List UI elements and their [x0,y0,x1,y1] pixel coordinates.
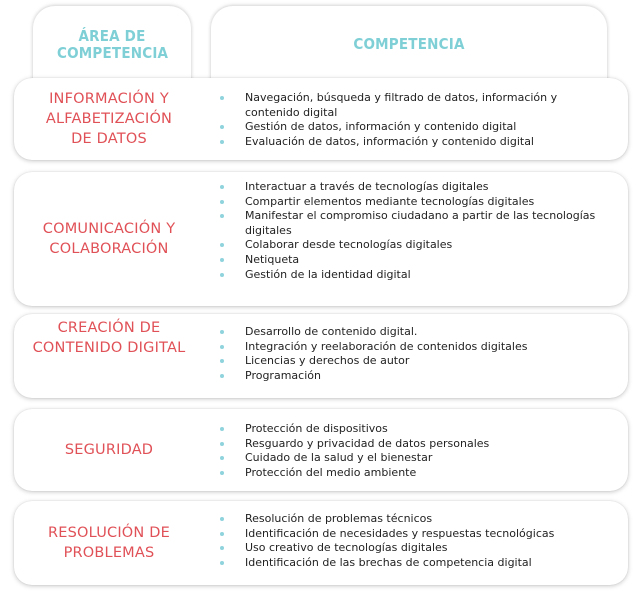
area-label: RESOLUCIÓN DE PROBLEMAS [47,525,171,561]
competency-list [219,91,614,149]
competency-list [219,180,614,282]
list-item: Cuidado de la salud y el bienestar [219,451,614,466]
list-item: Evaluación de datos, información y contenido digital [219,135,614,150]
competency-list [219,325,614,383]
list-item: Interactuar a través de tecnologías digitales [219,180,614,195]
list-item: Identificación de necesidades y respuestas tecnológicas [219,527,614,542]
competency-list [219,422,614,480]
list-item: Protección del medio ambiente [219,466,614,481]
list-item: Netiqueta [219,253,614,268]
list-item: Integración y reelaboración de contenidos digitales [219,340,614,355]
row-comunicacion [14,172,628,306]
area-header-title: ÁREA DE COMPETENCIA [57,27,169,62]
list-item: Licencias y derechos de autor [219,354,614,369]
list-item: Compartir elementos mediante tecnologías digitales [219,195,614,210]
area-label: SEGURIDAD [64,442,154,458]
list-item: Colaborar desde tecnologías digitales [219,238,614,253]
list-item: Manifestar el compromiso ciudadano a partir de las tecnologías digitales [219,209,614,238]
list-item: Desarrollo de contenido digital. [219,325,614,340]
list-item: Protección de dispositivos [219,422,614,437]
list-item: Programación [219,369,614,384]
competencia-header-tab [211,6,607,86]
competency-list [219,512,614,570]
list-item: Navegación, búsqueda y filtrado de datos, información y contenido digital [219,91,614,120]
list-item: Gestión de la identidad digital [219,268,614,283]
row-resolucion [14,501,628,585]
row-informacion [14,78,628,160]
list-item: Identificación de las brechas de competencia digital [219,556,614,571]
list-item: Resolución de problemas técnicos [219,512,614,527]
competencia-header-title: COMPETENCIA [353,35,465,53]
area-label: INFORMACIÓN Y ALFABETIZACIÓN DE DATOS [45,91,173,147]
list-item: Resguardo y privacidad de datos personales [219,437,614,452]
area-label: CREACIÓN DE CONTENIDO DIGITAL [32,320,186,356]
area-header-tab [33,6,191,86]
area-label: COMUNICACIÓN Y COLABORACIÓN [42,221,176,257]
list-item: Gestión de datos, información y contenido digital [219,120,614,135]
row-seguridad [14,409,628,491]
row-creacion [14,314,628,398]
list-item: Uso creativo de tecnologías digitales [219,541,614,556]
